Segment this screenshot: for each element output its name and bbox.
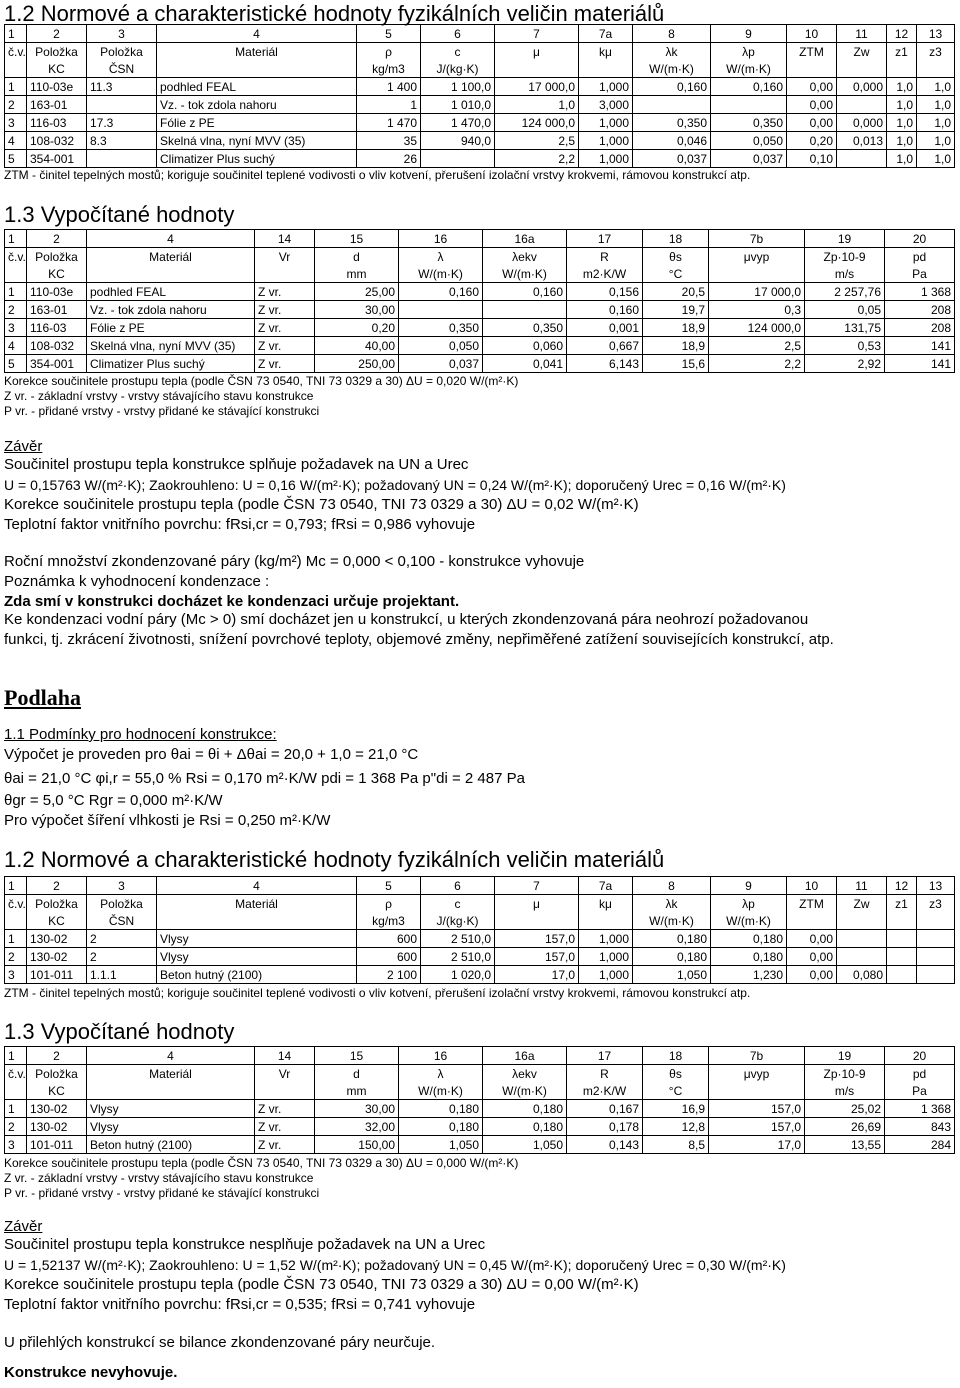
norm-table-2-head1: 1 2 3 4 5 6 7 7a 8 9 10 11 12 13 — [5, 877, 955, 895]
table-row: 3 116-03 Fólie z PE Z vr. 0,20 0,350 0,350 0,001 18,9 124 000,0 131,75 208 — [5, 319, 955, 337]
table-row: 2 130-02 Vlysy Z vr. 32,00 0,180 0,180 0,178 12,8 157,0 26,69 843 — [5, 1118, 955, 1136]
nevyhovuje-line: Konstrukce nevyhovuje. — [4, 1364, 178, 1381]
norm-table-1-head1: 1 2 3 4 5 6 7 7a 8 9 10 11 12 13 — [5, 25, 955, 43]
air-conditions-line: θai = 21,0 °C φi,r = 55,0 % Rsi = 0,170 m²·K/W pdi = 1 368 Pa p"di = 2 487 Pa — [4, 770, 525, 787]
table-row: 1 130-02 2 Vlysy 600 2 510,0 157,0 1,000 0,180 0,180 0,00 — [5, 930, 955, 948]
zaver-line2-2: U = 1,52137 W/(m²·K); Zaokrouhleno: U = 1,52 W/(m²·K); požadovaný UN = 0,45 W/(m²·K); doporučený Urec = 0,30 W/(m²·K) — [4, 1257, 786, 1273]
conditions-title: 1.1 Podmínky pro hodnocení konstrukce: — [4, 726, 277, 743]
bilance-line: U přilehlých konstrukcí se bilance zkondenzované páry neurčuje. — [4, 1334, 436, 1351]
ground-conditions-line: θgr = 5,0 °C Rgr = 0,000 m²·K/W — [4, 792, 223, 809]
zaver-line4-1: Teplotní faktor vnitřního povrchu: fRsi,cr = 0,793; fRsi = 0,986 vyhovuje — [4, 516, 476, 533]
table-row: 2 130-02 2 Vlysy 600 2 510,0 157,0 1,000 0,180 0,180 0,00 — [5, 948, 955, 966]
norm-table-1-head3: KC ČSN kg/m3 J/(kg·K) W/(m·K) W/(m·K) — [5, 60, 955, 78]
calc-table-2-head2: č.v. Položka Materiál Vr d λ λekv R θs μvyp Zp·10-9 pd — [5, 1065, 955, 1083]
ke-kondenzaci-line1: Ke kondenzaci vodní páry (Mc > 0) smí docházet jen u konstrukcí, u kterých zkondenzovaná pára neohrozí požadovanou — [4, 611, 809, 628]
norm-table-1 — [4, 24, 955, 168]
calc-title-2: 1.3 Vypočítané hodnoty — [4, 1019, 235, 1044]
table-row: 3 101-011 1.1.1 Beton hutný (2100) 2 100 1 020,0 17,0 1,000 1,050 1,230 0,00 0,080 — [5, 966, 955, 984]
norm-title-1: 1.2 Normové a charakteristické hodnoty fyzikálních veličin materiálů — [4, 1, 665, 26]
kondenzace-line: Roční množství zkondenzované páry (kg/m²) Mc = 0,000 < 0,100 - konstrukce vyhovuje — [4, 553, 585, 570]
table-row: 2 163-01 Vz. - tok zdola nahoru Z vr. 30,00 0,160 19,7 0,3 0,05 208 — [5, 301, 955, 319]
table-row: 1 130-02 Vlysy Z vr. 30,00 0,180 0,180 0,167 16,9 157,0 25,02 1 368 — [5, 1100, 955, 1118]
ke-kondenzaci-line2: funkci, tj. zkrácení životnosti, snížení povrchové teploty, objemové změny, nepřiměřené zatížení souvisejících konstrukcí, atp. — [4, 631, 834, 648]
zaver-line1-2: Součinitel prostupu tepla konstrukce nesplňuje požadavek na UN a Urec — [4, 1236, 486, 1253]
zaver-label-2: Závěr — [4, 1218, 43, 1235]
table-row: 3 101-011 Beton hutný (2100) Z vr. 150,00 1,050 1,050 0,143 8,5 17,0 13,55 284 — [5, 1136, 955, 1154]
calc-table-2-head1: 1 2 4 14 15 16 16a 17 18 7b 19 20 — [5, 1047, 955, 1065]
zaver-line3-2: Korekce součinitele prostupu tepla (podle ČSN 73 0540, TNI 73 0329 a 30) ΔU = 0,00 W/(m²·K) — [4, 1276, 639, 1293]
zda-smi-line: Zda smí v konstrukci docházet ke kondenzaci určuje projektant. — [4, 593, 460, 610]
poznamka-line: Poznámka k vyhodnocení kondenzace : — [4, 573, 270, 590]
norm-title-2: 1.2 Normové a charakteristické hodnoty fyzikálních veličin materiálů — [4, 847, 665, 872]
calc-table-1-head3: KC mm W/(m·K) W/(m·K) m2·K/W °C m/s Pa — [5, 265, 955, 283]
calc-table-1-head1: 1 2 4 14 15 16 16a 17 18 7b 19 20 — [5, 230, 955, 248]
calc-title-1: 1.3 Vypočítané hodnoty — [4, 202, 235, 227]
table-row: 3 116-03 17.3 Fólie z PE 1 470 1 470,0 124 000,0 1,000 0,350 0,350 0,00 0,000 1,0 1,0 — [5, 114, 955, 132]
table-row: 1 110-03e 11.3 podhled FEAL 1 400 1 100,0 17 000,0 1,000 0,160 0,160 0,00 0,000 1,0 1,0 — [5, 78, 955, 96]
ztm-note-1: ZTM - činitel tepelných mostů; koriguje součinitel teplené vodivosti o vliv kotvení, přerušení izolační vrstvy krokvemi, rámovou konstrukcí atp. — [4, 168, 751, 182]
pvr-note-2: P vr. - přidané vrstvy - vrstvy přidané ke stávající konstrukci — [4, 1186, 320, 1200]
ztm-note-2: ZTM - činitel tepelných mostů; koriguje součinitel teplené vodivosti o vliv kotvení, přerušení izolační vrstvy krokvemi, rámovou konstrukcí atp. — [4, 986, 751, 1000]
table-row: 5 354-001 Climatizer Plus suchý 26 2,2 1,000 0,037 0,037 0,10 1,0 1,0 — [5, 150, 955, 168]
table-row: 4 108-032 8.3 Skelná vlna, nyní MVV (35) 35 940,0 2,5 1,000 0,046 0,050 0,20 0,013 1,0 1,0 — [5, 132, 955, 150]
korekce-note-1: Korekce součinitele prostupu tepla (podle ČSN 73 0540, TNI 73 0329 a 30) ΔU = 0,020 W/(m²·K) — [4, 374, 519, 388]
korekce-note-2: Korekce součinitele prostupu tepla (podle ČSN 73 0540, TNI 73 0329 a 30) ΔU = 0,000 W/(m²·K) — [4, 1156, 519, 1170]
zvr-note-2: Z vr. - základní vrstvy - vrstvy stávajícího stavu konstrukce — [4, 1171, 314, 1185]
table-row: 1 110-03e podhled FEAL Z vr. 25,00 0,160 0,160 0,156 20,5 17 000,0 2 257,76 1 368 — [5, 283, 955, 301]
norm-table-2 — [4, 876, 955, 984]
table-row: 2 163-01 Vz. - tok zdola nahoru 1 1 010,0 1,0 3,000 0,00 1,0 1,0 — [5, 96, 955, 114]
section-title-podlaha: Podlaha — [4, 685, 82, 710]
zaver-line3-1: Korekce součinitele prostupu tepla (podle ČSN 73 0540, TNI 73 0329 a 30) ΔU = 0,02 W/(m²·K) — [4, 496, 639, 513]
norm-table-2-head2: č.v. Položka Položka Materiál ρ c μ kμ λk λp ZTM Zw z1 z3 — [5, 895, 955, 913]
calc-table-1 — [4, 229, 955, 373]
table-row: 5 354-001 Climatizer Plus suchý Z vr. 250,00 0,037 0,041 6,143 15,6 2,2 2,92 141 — [5, 355, 955, 373]
table-row: 4 108-032 Skelná vlna, nyní MVV (35) Z vr. 40,00 0,050 0,060 0,667 18,9 2,5 0,53 141 — [5, 337, 955, 355]
calc-table-2 — [4, 1046, 955, 1154]
zaver-line4-2: Teplotní faktor vnitřního povrchu: fRsi,cr = 0,535; fRsi = 0,741 vyhovuje — [4, 1296, 476, 1313]
norm-table-2-head3: KC ČSN kg/m3 J/(kg·K) W/(m·K) W/(m·K) — [5, 912, 955, 930]
zaver-label-1: Závěr — [4, 438, 43, 455]
vypocet-line: Výpočet je proveden pro θai = θi + Δθai = 20,0 + 1,0 = 21,0 °C — [4, 746, 419, 763]
zvr-note-1: Z vr. - základní vrstvy - vrstvy stávajícího stavu konstrukce — [4, 389, 314, 403]
vlhkost-line: Pro výpočet šíření vlhkosti je Rsi = 0,250 m²·K/W — [4, 812, 331, 829]
zaver-line2-1: U = 0,15763 W/(m²·K); Zaokrouhleno: U = 0,16 W/(m²·K); požadovaný UN = 0,24 W/(m²·K); doporučený Urec = 0,16 W/(m²·K) — [4, 477, 786, 493]
zaver-line1-1: Součinitel prostupu tepla konstrukce splňuje požadavek na UN a Urec — [4, 456, 469, 473]
pvr-note-1: P vr. - přidané vrstvy - vrstvy přidané ke stávající konstrukci — [4, 404, 320, 418]
norm-table-1-head2: č.v. Položka Položka Materiál ρ c μ kμ λk λp ZTM Zw z1 z3 — [5, 43, 955, 61]
calc-table-2-head3: KC mm W/(m·K) W/(m·K) m2·K/W °C m/s Pa — [5, 1082, 955, 1100]
calc-table-1-head2: č.v. Položka Materiál Vr d λ λekv R θs μvyp Zp·10-9 pd — [5, 248, 955, 266]
